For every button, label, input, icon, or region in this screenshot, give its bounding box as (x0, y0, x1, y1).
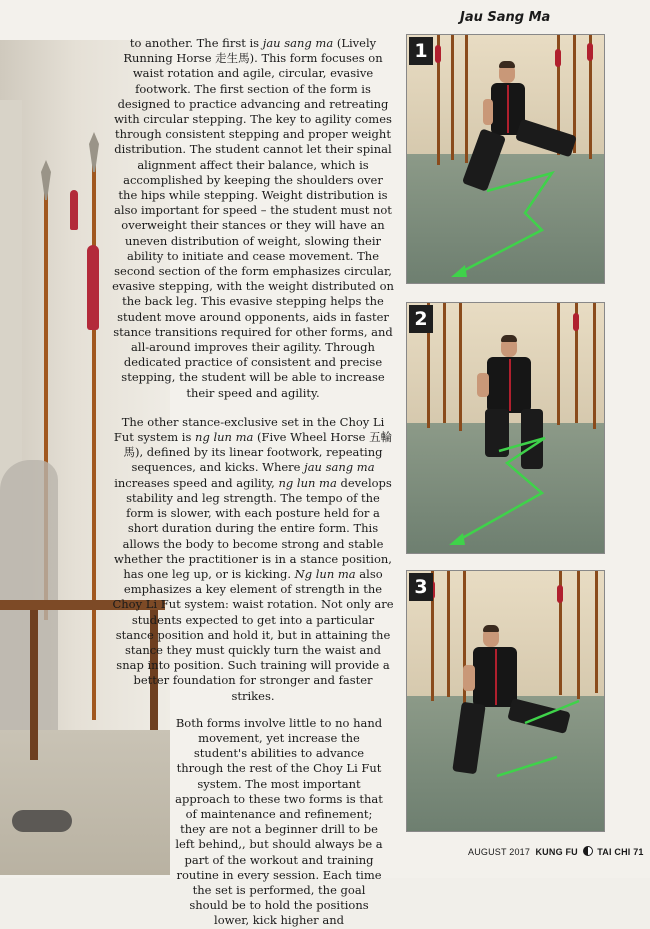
arrow-head (451, 265, 467, 277)
page-number: 71 (633, 847, 644, 857)
article-paragraph (112, 716, 394, 929)
arrow-path (457, 438, 545, 541)
background-tassel (70, 190, 78, 230)
issue-date: AUGUST 2017 (468, 847, 531, 857)
text-run: also emphasizes a key element of strength in the Choy Li Fut system: waist rotation. Not only are students expected to get into a particular stance position and hold it, but in attaining the stance they must quickly turn the waist and snap into position. Such training will provide a better foundation for stronger and faster strikes. (112, 566, 394, 703)
text-run: (Lively Running Horse 走生馬). This form focuses on waist rotation and agile, circular, evasive footwork. The first section of the form is designed to practice advancing and retreating with circular stepping. The key to agility comes through consistent stepping and proper weight distribution. The student cannot let their spinal alignment affect their balance, which is accomplished by keeping the shoulders over the hips while stepping. Weight distribution is also important for speed – the student must not overweight their stances or they will have an uneven distribution of weight, slowing their ability to initiate and cease movement. The second section of the form emphasizes circular, evasive stepping, with the weight distributed on the back leg. This evasive stepping helps the student move around opponents, aids in faster stance transitions required for other forms, and all-around improves their agility. Through dedicated practice of consistent and precise stepping, the student will be able to increase their speed and agility. (112, 36, 394, 400)
arrow-head (449, 533, 465, 545)
page-footer (468, 846, 644, 857)
step-number-badge: 3 (409, 573, 433, 601)
step-photo-2 (406, 302, 605, 554)
background-bench-leg (30, 610, 38, 760)
text-run: increases speed and agility, (114, 475, 279, 490)
italic-term: Ng lun ma (294, 566, 356, 581)
arrow-path (497, 757, 557, 776)
italic-term: jau sang ma (262, 36, 334, 50)
yin-yang-icon (583, 846, 593, 856)
step-photo-3 (406, 570, 605, 832)
sidebar-title: Jau Sang Ma (460, 10, 551, 25)
footwork-arrow-svg (407, 35, 606, 285)
background-tassel (87, 245, 99, 330)
italic-term: jau sang ma (304, 460, 375, 475)
step-number-badge: 1 (409, 37, 433, 65)
italic-term: ng lun ma (195, 430, 254, 445)
text-run: The other stance-exclusive set in the Choy Li Fut system is (113, 414, 385, 445)
magazine-name-left: KUNG FU (535, 847, 578, 857)
step-number-badge: 2 (409, 305, 433, 333)
arrow-path (459, 173, 552, 273)
article-body (112, 36, 394, 929)
background-blade (89, 132, 99, 172)
text-run: to another. The first is (129, 36, 263, 50)
background-spear (92, 160, 96, 720)
footwork-arrow-svg (407, 571, 606, 833)
text-run: (Five Wheel Horse 五輪馬), defined by its linear footwork, repeating sequences, and kicks. Where (123, 430, 393, 475)
text-run: Both forms involve little to no hand movement, yet increase the student's abilities to advance through the rest of the Choy Li Fut system. The most important approach to these two forms is that of maintenance and refinement; they are not a beginner drill to be left behind,, but should always be a part of the workout and training routine in every session. Each time the set is performed, the goal should be to hold the positions lower, kick higher and (175, 715, 383, 928)
italic-term: ng lun ma (278, 475, 337, 490)
article-paragraph (112, 36, 394, 401)
text-run: develops stability and leg strength. The tempo of the form is slower, with each posture held for a short duration during the entire form. This allows the body to become strong and stable whether the practitioner is in a stance position, has one leg up, or is kicking. (114, 475, 392, 581)
footwork-arrow-svg (407, 303, 606, 555)
step-photo-1 (406, 34, 605, 284)
magazine-name-right: TAI CHI (597, 847, 631, 857)
arrow-path (525, 701, 579, 723)
background-shoe (12, 810, 72, 832)
article-paragraph (112, 415, 394, 704)
background-blade (41, 160, 51, 200)
